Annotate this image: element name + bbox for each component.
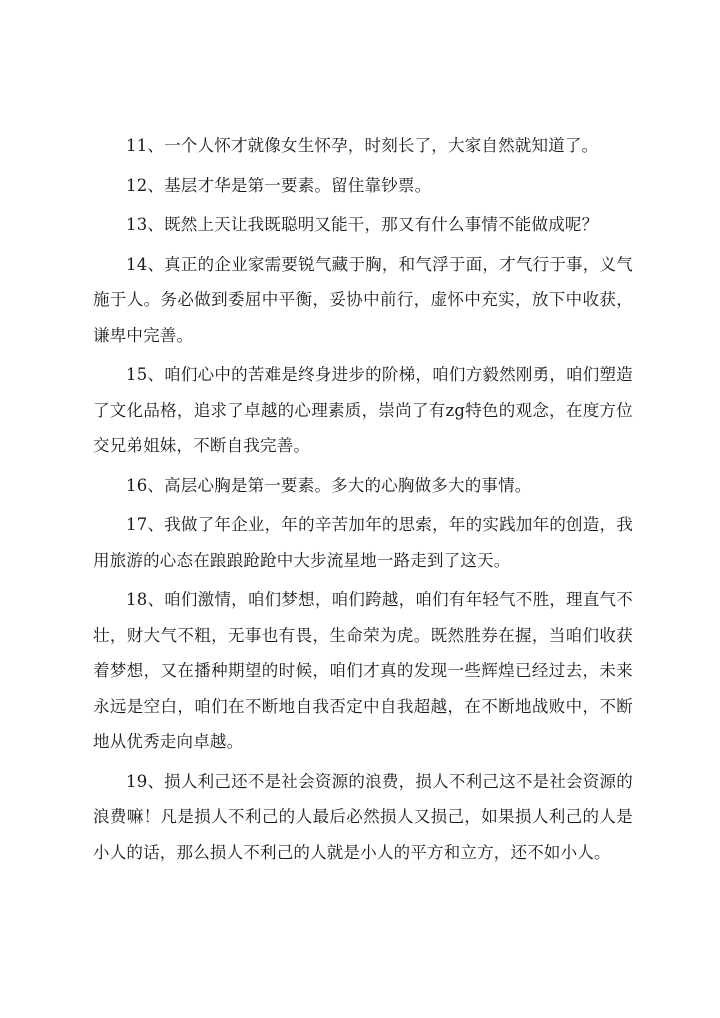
- paragraph-14: 14、真正的企业家需要锐气藏于胸，和气浮于面，才气行于事，义气施于人。务必做到委屈中平衡，妥协中前行，虚怀中充实，放下中收获，谦卑中完善。: [93, 254, 633, 345]
- paragraph-13: 13、既然上天让我既聪明又能干，那又有什么事情不能做成呢？: [126, 215, 599, 234]
- paragraph-16: 16、高层心胸是第一要素。多大的心胸做多大的事情。: [126, 475, 532, 495]
- paragraph-15: 15、咱们心中的苦难是终身进步的阶梯，咱们方毅然刚勇，咱们塑造了文化品格，追求了卓越的心理素质，崇尚了有zg特色的观念，在度方位交兄弟姐妹，不断自我完善。: [93, 365, 633, 455]
- document-page: [93, 128, 633, 874]
- paragraph-18: 18、咱们激情，咱们梦想，咱们跨越，咱们有年轻气不胜，理直气不壮，财大气不粗，无事也有畏，生命荣为虎。既然胜券在握，当咱们收获着梦想，又在播种期望的时候，咱们才真的发现一些辉煌已经过去，未来永远是空白，咱们在不断地自我否定中自我超越，在不断地战败中，不断地从优秀走向卓越。: [93, 590, 633, 751]
- paragraph-19: 19、损人利己还不是社会资源的浪费，损人不利己这不是社会资源的浪费嘛！凡是损人不利己的人最后必然损人又损己，如果损人利己的人是小人的话，那么损人不利己的人就是小人的平方和立方，还不如小人。: [93, 771, 633, 862]
- paragraph-17: 17、我做了年企业，年的辛苦加年的思索，年的实践加年的创造，我用旅游的心态在踉踉跄跄中大步流星地一路走到了这天。: [93, 515, 633, 570]
- paragraph-11: 11、一个人怀才就像女生怀孕，时刻长了，大家自然就知道了。: [126, 136, 599, 155]
- paragraph-12: 12、基层才华是第一要素。留住靠钞票。: [126, 175, 432, 195]
